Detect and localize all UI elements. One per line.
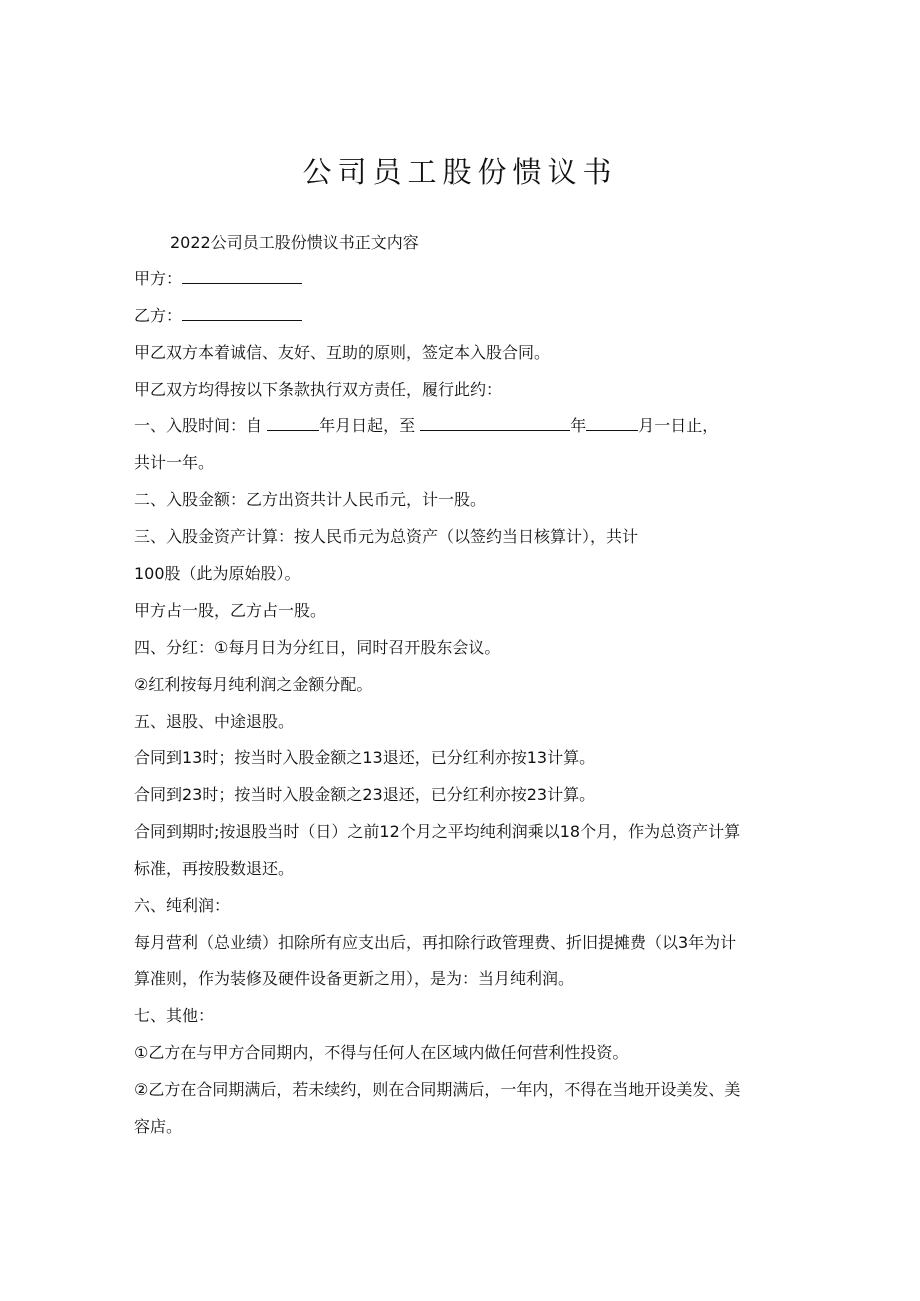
- party-a-line: [134, 269, 794, 289]
- section-6-line-1b: 算准则，作为装修及硬件设备更新之用），是为：当月纯利润。: [134, 969, 575, 988]
- start-year-blank: [267, 416, 319, 431]
- section-4-line-2: ②红利按每月纯利润之金额分配。: [134, 675, 373, 694]
- party-b-line: [134, 306, 794, 326]
- intro-paragraph-2: 甲乙双方均得按以下条款执行双方责任，履行此约：: [134, 380, 503, 399]
- section-3-line-1: 三、入股金资产计算：按人民币元为总资产（以签约当日核算计），共计: [134, 527, 639, 546]
- section-1-line-1: [134, 416, 794, 436]
- section-6-title: 六、纯利润：: [134, 896, 231, 915]
- section-5-line-1: 合同到13时；按当时入股金额之13退还，已分红利亦按13计算。: [134, 748, 596, 767]
- section-5-line-2: 合同到23时；按当时入股金额之23退还，已分红利亦按23计算。: [134, 785, 596, 804]
- section-1-suffix: 月一日止，: [638, 416, 719, 435]
- section-3-line-2: 100股（此为原始股）。: [134, 564, 301, 583]
- section-5-line-3a: 合同到期时;按退股当时（日）之前12个月之平均纯利润乘以18个月，作为总资产计算: [134, 822, 741, 841]
- section-7-line-2b: 容店。: [134, 1117, 183, 1136]
- section-7-line-2a: ②乙方在合同期满后，若未续约，则在合同期满后，一年内，不得在当地开设美发、美: [134, 1080, 741, 1099]
- party-b-label: 乙方：: [134, 306, 183, 325]
- section-5-line-3b: 标准，再按股数退还。: [134, 859, 295, 878]
- end-month-blank: [586, 416, 638, 431]
- section-1-mid-2: 年: [570, 416, 587, 435]
- party-a-label: 甲方：: [134, 269, 183, 288]
- section-1-line-2: 共计一年。: [134, 453, 215, 472]
- section-4-line-1: 四、分红：①每月日为分红日，同时召开股东会议。: [134, 638, 501, 657]
- document-subtitle: 2022公司员工股份愦议书正文内容: [170, 233, 419, 252]
- intro-paragraph-1: 甲乙双方本着诚信、友好、互助的原则，签定本入股合同。: [134, 343, 551, 362]
- section-3-line-3: 甲方占一股，乙方占一股。: [134, 601, 327, 620]
- section-6-line-1a: 每月营利（总业绩）扣除所有应支出后，再扣除行政管理费、折旧提摊费（以3年为计: [134, 933, 737, 952]
- section-2: 二、入股金额：乙方出资共计人民币元，计一股。: [134, 490, 487, 509]
- party-b-blank: [182, 306, 302, 321]
- party-a-blank: [182, 269, 302, 284]
- end-date-blank: [420, 416, 570, 431]
- section-1-prefix: 一、入股时间：自: [134, 416, 263, 435]
- document-title: 公司员工股份愦议书: [302, 155, 618, 189]
- section-7-title: 七、其他：: [134, 1006, 215, 1025]
- section-1-mid-1: 年月日起，至: [319, 416, 416, 435]
- section-7-line-1: ①乙方在与甲方合同期内，不得与任何人在区域内做任何营利性投资。: [134, 1043, 629, 1062]
- section-5-title: 五、退股、中途退股。: [134, 712, 295, 731]
